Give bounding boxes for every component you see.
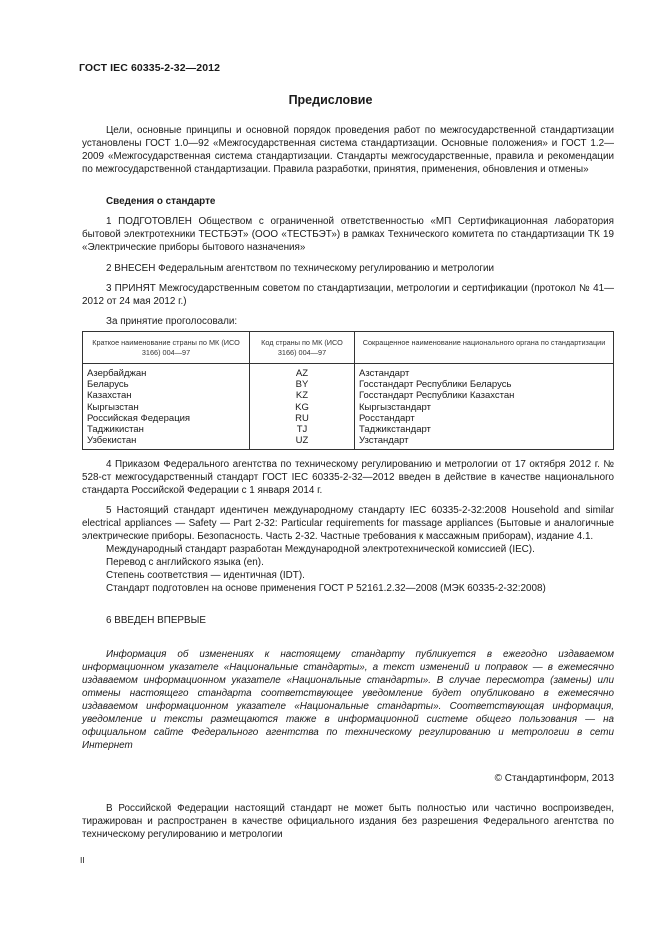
standards-body: Госстандарт Республики Казахстан xyxy=(355,390,614,401)
standards-body: Кыргызстандарт xyxy=(355,402,614,413)
info-heading: Сведения о стандарте xyxy=(106,196,216,207)
country-name: Российская Федерация xyxy=(83,413,250,424)
document-header: ГОСТ IEC 60335-2-32—2012 xyxy=(79,62,221,74)
item-5-basis: Стандарт подготовлен на основе применения ГОСТ Р 52161.2.32—2008 (МЭК 60335-2-32:2008) xyxy=(106,583,546,594)
standards-body: Узстандарт xyxy=(355,435,614,450)
item-1-block xyxy=(82,215,614,254)
footer-block xyxy=(82,802,614,841)
country-name: Беларусь xyxy=(83,379,250,390)
country-code: TJ xyxy=(250,424,355,435)
country-name: Кыргызстан xyxy=(83,402,250,413)
vote-label: За принятие проголосовали: xyxy=(106,316,238,327)
item-5-conformity: Степень соответствия — идентичная (IDT). xyxy=(106,570,305,581)
item-3-block xyxy=(82,282,614,308)
item-2-block xyxy=(82,262,614,275)
notice-paragraph: Информация об изменениях к настоящему стандарту публикуется в ежегодно издаваемом информационном указателе «Национальные стандарты», а текст изменений и поправок — в ежемесячно издаваемом информационном указателе «Национальные стандарты». В случае пересмотра (замены) или отмены настоящего стандарта соответствующее уведомление будет опубликовано в ежемесячно издаваемом информационном указателе «Национальные стандарты». Соответствующая информация, уведомление и тексты размещаются также в информационной системе общего пользования — на официальном сайте Федерального агентства по техническому регулированию и метрологии в сети Интернет xyxy=(82,649,614,751)
table-row xyxy=(83,364,614,380)
voting-table-header xyxy=(83,332,614,364)
standards-body: Росстандарт xyxy=(355,413,614,424)
country-code: RU xyxy=(250,413,355,424)
country-name: Казахстан xyxy=(83,390,250,401)
copyright-notice: © Стандартинформ, 2013 xyxy=(494,773,614,784)
table-row xyxy=(83,435,614,450)
country-code: KZ xyxy=(250,390,355,401)
item-5-translation: Перевод с английского языка (en). xyxy=(106,557,264,568)
table-row xyxy=(83,390,614,401)
item-3-paragraph: 3 ПРИНЯТ Межгосударственным советом по стандартизации, метрологии и сертификации (протокол № 41—2012 от 24 мая 2012 г.) xyxy=(82,283,614,307)
page-number: II xyxy=(80,855,85,865)
standards-body: Таджикстандарт xyxy=(355,424,614,435)
page-title: Предисловие xyxy=(288,93,373,107)
intro-paragraph: Цели, основные принципы и основной порядок проведения работ по межгосударственной стандартизации установлены ГОСТ 1.0—92 «Межгосударственная система стандартизации. Основные положения» и ГОСТ 1.2—2009 «Межгосударственная система стандартизации. Стандарты межгосударственные, правила и рекомендации по межгосударственной стандартизации. Правила разработки, принятия, применения, обновления и отмены» xyxy=(82,125,614,175)
header-country-name: Краткое наименование страны по МК (ИСО 3166) 004—97 xyxy=(83,332,250,364)
standards-body: Азстандарт xyxy=(355,364,614,380)
item-6-block xyxy=(82,614,614,627)
country-name: Азербайджан xyxy=(83,364,250,380)
table-row xyxy=(83,413,614,424)
intro-section xyxy=(82,124,614,176)
country-code: AZ xyxy=(250,364,355,380)
country-name: Узбекистан xyxy=(83,435,250,450)
notice-block xyxy=(82,648,614,752)
vote-label-block xyxy=(82,315,614,328)
item-5-block xyxy=(82,504,614,595)
item-4-block xyxy=(82,458,614,497)
item-6-paragraph: 6 ВВЕДЕН ВПЕРВЫЕ xyxy=(106,615,206,626)
header-country-code: Код страны по МК (ИСО 3166) 004—97 xyxy=(250,332,355,364)
country-code: KG xyxy=(250,402,355,413)
country-name: Таджикистан xyxy=(83,424,250,435)
item-5-origin: Международный стандарт разработан Международной электротехнической комиссией (IEC). xyxy=(106,544,535,555)
item-5-paragraph: 5 Настоящий стандарт идентичен международному стандарту IEC 60335-2-32:2008 Household and similar electrical appliances — Safety — Part 2-32: Particular requirements for massage appliances (Бытовые и аналогичные электрические приборы. Безопасность. Часть 2-32. Частные требования к массажным приборам), издание 4.1. xyxy=(82,505,614,542)
table-row xyxy=(83,379,614,390)
item-1-paragraph: 1 ПОДГОТОВЛЕН Обществом с ограниченной ответственностью «МП Сертификационная лаборатория бытовой электротехники ТЕСТБЭТ» (ООО «ТЕСТБЭТ») в рамках Технического комитета по стандартизации ТК 19 «Электрические приборы бытового назначения» xyxy=(82,216,614,253)
table-row xyxy=(83,402,614,413)
country-code: BY xyxy=(250,379,355,390)
header-standards-body: Сокращенное наименование национального органа по стандартизации xyxy=(355,332,614,364)
info-heading-block xyxy=(82,195,614,208)
reproduction-notice: В Российской Федерации настоящий стандарт не может быть полностью или частично воспроизведен, тиражирован и распространен в качестве официального издания без разрешения Федерального агентства по техническому регулированию и метрологии xyxy=(82,803,614,840)
standards-body: Госстандарт Республики Беларусь xyxy=(355,379,614,390)
item-4-paragraph: 4 Приказом Федерального агентства по техническому регулированию и метрологии от 17 октября 2012 г. № 528-ст межгосударственный стандарт ГОСТ IEC 60335-2-32—2012 введен в действие в качестве национального стандарта Российской Федерации с 1 января 2014 г. xyxy=(82,459,614,496)
country-code: UZ xyxy=(250,435,355,450)
table-row xyxy=(83,424,614,435)
item-2-paragraph: 2 ВНЕСЕН Федеральным агентством по техническому регулированию и метрологии xyxy=(106,263,495,274)
voting-table xyxy=(82,331,614,450)
